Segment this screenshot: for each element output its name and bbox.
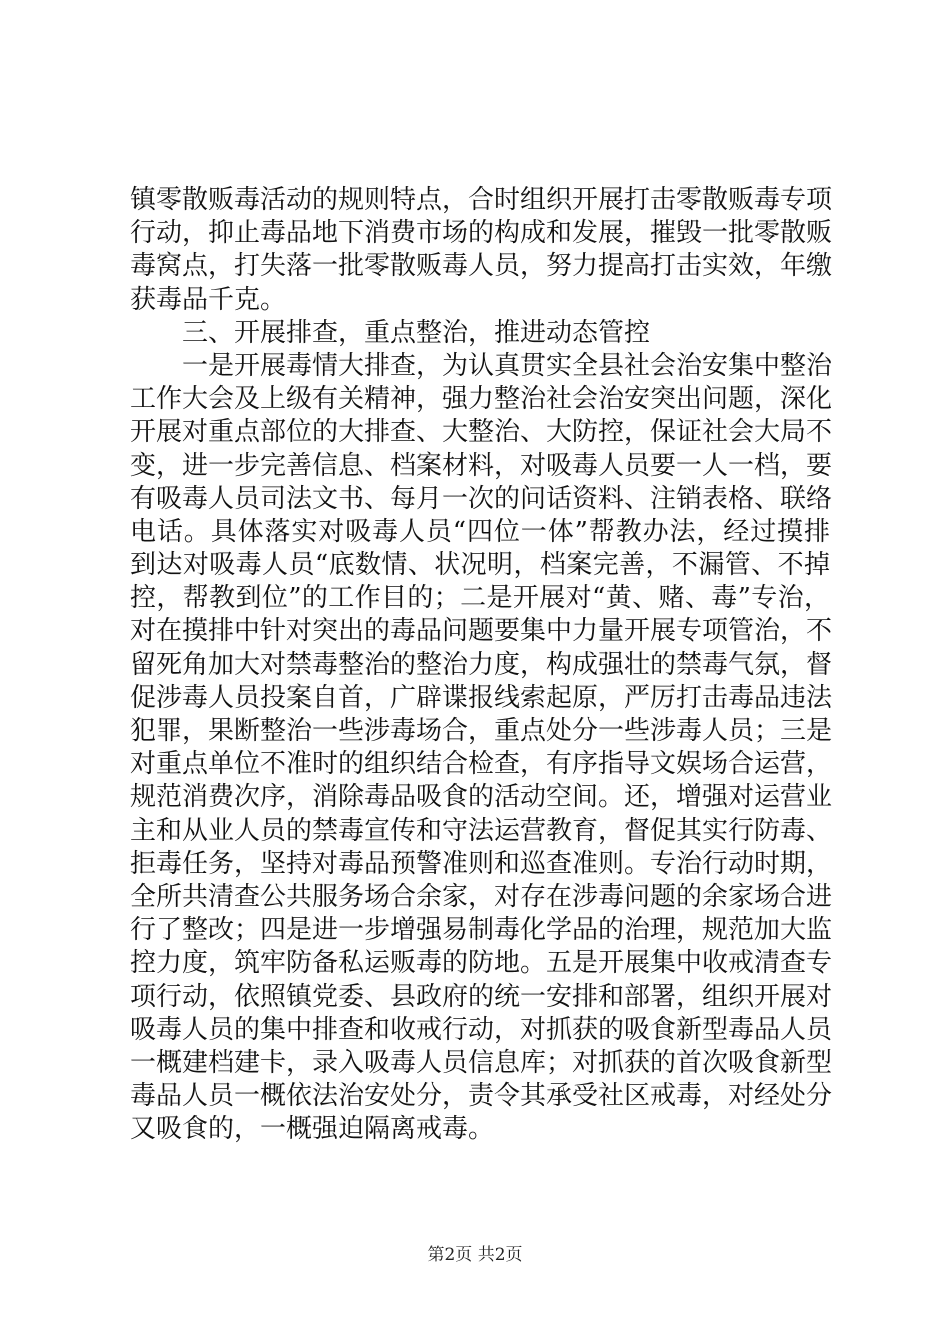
text-line: 获毒品千克。 xyxy=(130,284,287,315)
text-line: 主和从业人员的禁毒宣传和守法运营教育，督促其实行防毒、 xyxy=(130,815,833,846)
text-line: 吸毒人员的集中排查和收戒行动，对抓获的吸食新型毒品人员 xyxy=(130,1014,833,1045)
text-line: 促涉毒人员投案自首，广辟谍报线索起原，严厉打击毒品违法 xyxy=(130,682,833,713)
page-footer xyxy=(0,1244,950,1266)
text-line: 行了整改；四是进一步增强易制毒化学品的治理，规范加大监 xyxy=(130,915,833,946)
text-line: 全所共清查公共服务场合余家，对存在涉毒问题的余家场合进 xyxy=(130,881,833,912)
text-line: 又吸食的，一概强迫隔离戒毒。 xyxy=(130,1114,495,1145)
text-line: 拒毒任务，坚持对毒品预警准则和巡查准则。专治行动时期， xyxy=(130,848,833,879)
text-line: 对在摸排中针对突出的毒品问题要集中力量开展专项管治，不 xyxy=(130,616,833,647)
text-line: 一概建档建卡，录入吸毒人员信息库；对抓获的首次吸食新型 xyxy=(130,1047,833,1078)
document-body xyxy=(130,184,833,1146)
text-line: 留死角加大对禁毒整治的整治力度，构成强壮的禁毒气氛，督 xyxy=(130,649,833,680)
text-line: 行动，抑止毒品地下消费市场的构成和发展，摧毁一批零散贩 xyxy=(130,218,833,249)
text-line: 项行动，依照镇党委、县政府的统一安排和部署，组织开展对 xyxy=(130,981,833,1012)
text-line: 对重点单位不准时的组织结合检查，有序指导文娱场合运营， xyxy=(130,749,833,780)
text-line: 开展对重点部位的大排查、大整治、大防控，保证社会大局不 xyxy=(130,417,833,448)
text-line: 控力度，筑牢防备私运贩毒的防地。五是开展集中收戒清查专 xyxy=(130,948,833,979)
page-number-label: 第2页 共2页 xyxy=(427,1245,523,1265)
text-line: 毒品人员一概依法治安处分，责令其承受社区戒毒，对经处分 xyxy=(130,1081,833,1112)
text-line: 镇零散贩毒活动的规则特点，合时组织开展打击零散贩毒专项 xyxy=(130,185,833,215)
text-line: 工作大会及上级有关精神，强力整治社会治安突出问题，深化 xyxy=(130,384,833,415)
text-line: 有吸毒人员司法文书、每月一次的问话资料、注销表格、联络 xyxy=(130,483,833,514)
text-line: 一是开展毒情大排查，为认真贯实全县社会治安集中整治 xyxy=(130,350,833,381)
text-line: 变，进一步完善信息、档案材料，对吸毒人员要一人一档，要 xyxy=(130,450,833,481)
text-line: 到达对吸毒人员“底数情、状况明，档案完善，不漏管、不掉 xyxy=(130,550,830,581)
text-line: 毒窝点，打失落一批零散贩毒人员，努力提高打击实效，年缴 xyxy=(130,251,833,282)
text-line: 犯罪，果断整治一些涉毒场合，重点处分一些涉毒人员；三是 xyxy=(130,716,833,746)
text-line: 电话。具体落实对吸毒人员“四位一体”帮教办法，经过摸排 xyxy=(130,516,830,547)
section-heading: 三、开展排查，重点整治，推进动态管控 xyxy=(130,317,651,348)
text-line: 控，帮教到位”的工作目的；二是开展对“黄、赌、毒”专治， xyxy=(130,583,830,614)
text-line: 规范消费次序，消除毒品吸食的活动空间。还，增强对运营业 xyxy=(130,782,833,813)
